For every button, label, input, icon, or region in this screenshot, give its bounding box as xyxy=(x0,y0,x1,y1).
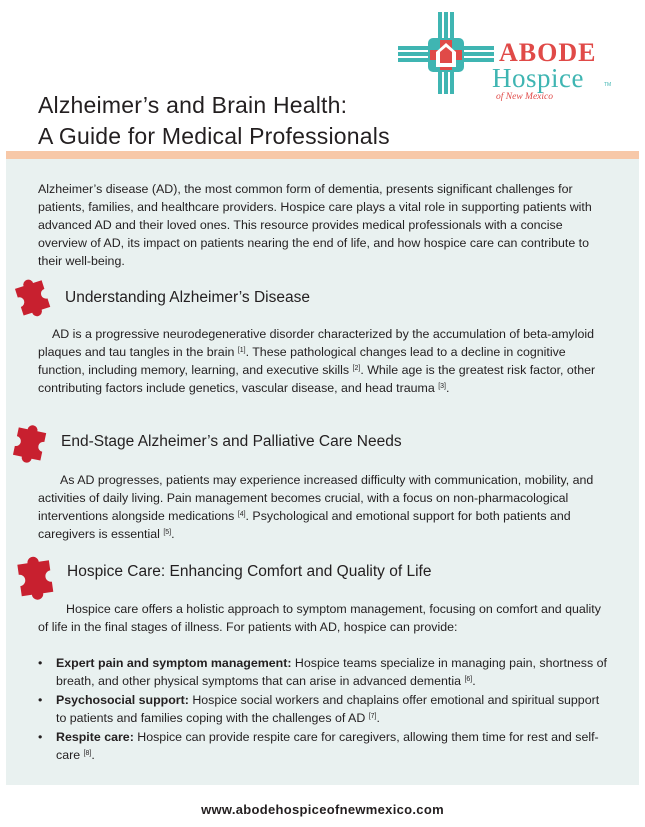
list-item-text: Hospice social workers and chaplains offer emotional and spiritual support to patients and families coping with the challenges of AD xyxy=(56,693,600,725)
puzzle-piece-icon xyxy=(10,551,60,601)
section-heading-understanding-ad: Understanding Alzheimer’s Disease xyxy=(65,289,310,306)
section-heading-end-stage: End-Stage Alzheimer’s and Palliative Care Needs xyxy=(61,433,402,450)
list-item-label: Expert pain and symptom management: xyxy=(56,656,292,670)
list-item-label: Respite care: xyxy=(56,730,134,744)
section-heading-hospice-care: Hospice Care: Enhancing Comfort and Quality of Life xyxy=(67,563,432,580)
bullet-marker: • xyxy=(38,656,43,670)
abode-hospice-logo xyxy=(398,12,613,104)
list-item-text: Hospice can provide respite care for caregivers, allowing them time for rest and self-care xyxy=(56,730,599,762)
header-divider-band xyxy=(6,151,639,159)
list-item-end: . xyxy=(376,711,380,725)
puzzle-piece-icon xyxy=(8,420,52,464)
body-text: . xyxy=(171,527,175,541)
bullet-marker: • xyxy=(38,730,43,744)
hospice-services-list xyxy=(38,654,608,765)
citation-ref: [5] xyxy=(163,529,172,536)
body-text: . These pathological changes lead to a decline in cognitive function, including memory, learning, and executive skills xyxy=(38,345,566,377)
logo-tagline: of New Mexico xyxy=(496,92,553,102)
body-text: As AD progresses, patients may experience increased difficulty with communication, mobility, and activities of daily living. Pain management becomes crucial, with a focus on non-pharmacological interventions alongside medications xyxy=(38,473,594,523)
list-item xyxy=(38,691,608,727)
list-item-text: Hospice teams specialize in managing pain, shortness of breath, and other physical symptoms that can arise in advanced dementia xyxy=(56,656,607,688)
logo-abode-text: ABODE xyxy=(499,38,597,67)
citation-ref: [8] xyxy=(83,750,92,757)
page-title-line-1: Alzheimer’s and Brain Health: xyxy=(38,92,348,118)
list-item xyxy=(38,654,608,690)
intro-paragraph: Alzheimer’s disease (AD), the most common form of dementia, presents significant challenges for patients, families, and healthcare providers. Hospice care plays a vital role in supporting patients with advanced AD and their loved ones. This resource provides medical professionals with a concise overview of AD, its impact on patients nearing the end of life, and how hospice care can contribute to their well-being. xyxy=(38,182,592,268)
section-body-end-stage xyxy=(38,471,608,543)
citation-ref: [6] xyxy=(464,676,473,683)
body-text: AD is a progressive neurodegenerative disorder characterized by the accumulation of beta-amyloid plaques and tau tangles in the brain xyxy=(38,327,595,359)
list-item-end: . xyxy=(472,674,476,688)
citation-ref: [4] xyxy=(237,511,246,518)
bullet-marker: • xyxy=(38,693,43,707)
body-text: . While age is the greatest risk factor, other contributing factors include genetics, vascular disease, and head trauma xyxy=(38,363,596,395)
body-text: . xyxy=(445,381,450,395)
logo-trademark: TM xyxy=(604,82,612,88)
page-title xyxy=(38,90,390,152)
citation-ref: [1] xyxy=(237,347,246,354)
body-text: . Psychological and emotional support for both patients and caregivers is essential xyxy=(38,509,571,541)
zia-cross-logo-icon xyxy=(398,12,498,96)
logo-hospice-text: Hospice xyxy=(492,63,584,93)
section-body-understanding-ad xyxy=(38,325,608,397)
list-item xyxy=(38,728,608,764)
footer-website-link[interactable]: www.abodehospiceofnewmexico.com xyxy=(201,802,444,817)
puzzle-piece-icon xyxy=(10,274,54,318)
list-item-label: Psychosocial support: xyxy=(56,693,189,707)
citation-ref: [3] xyxy=(438,383,446,390)
section-body-hospice-care: Hospice care offers a holistic approach to symptom management, focusing on comfort and quality of life in the final stages of illness. For patients with AD, hospice can provide: xyxy=(38,602,601,634)
list-item-end: . xyxy=(91,748,95,762)
citation-ref: [2] xyxy=(352,365,361,372)
citation-ref: [7] xyxy=(368,713,377,720)
page-title-line-2: A Guide for Medical Professionals xyxy=(38,123,390,149)
